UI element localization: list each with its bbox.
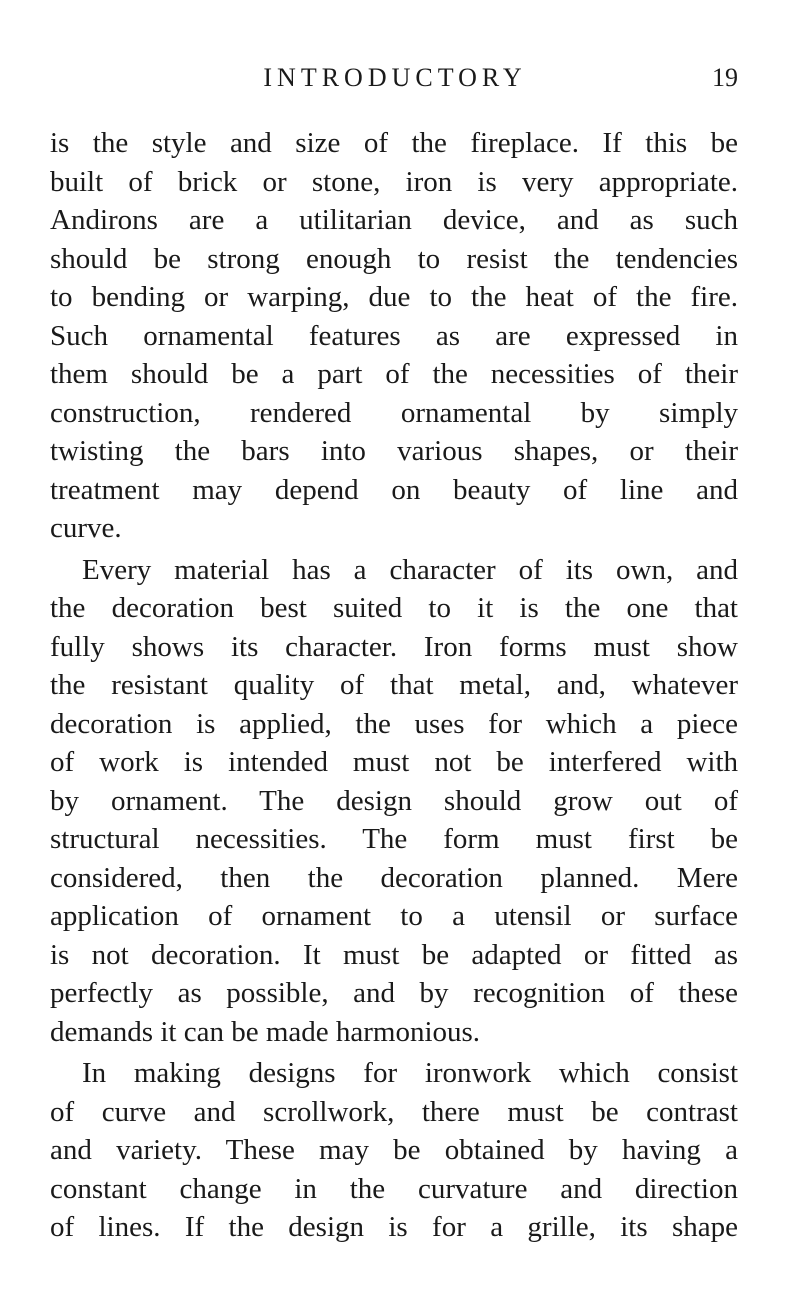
text-line: constant change in the curvature and direction: [50, 1172, 738, 1205]
text-line: by ornament. The design should grow out of: [50, 784, 738, 817]
text-line: of lines. If the design is for a grille, its shape: [50, 1211, 738, 1243]
text-line: application of ornament to a utensil or surface: [50, 900, 738, 932]
text-line: In making designs for ironwork which consist: [82, 1057, 738, 1089]
text-line: structural necessities. The form must first be: [50, 823, 738, 855]
body-text: [50, 124, 738, 1247]
running-title: INTRODUCTORY: [263, 63, 527, 92]
text-line: the resistant quality of that metal, and, whatever: [50, 669, 738, 701]
text-line: should be strong enough to resist the tendencies: [50, 242, 738, 275]
text-line: of curve and scrollwork, there must be contrast: [50, 1095, 738, 1128]
paragraph-1: [50, 124, 738, 548]
text-line: Such ornamental features as are expressed in: [50, 319, 738, 352]
text-line: twisting the bars into various shapes, or their: [50, 435, 738, 467]
text-line: fully shows its character. Iron forms must show: [50, 630, 738, 663]
page-number: 19: [712, 63, 738, 92]
text-line: built of brick or stone, iron is very appropriate.: [50, 165, 738, 198]
running-head: [52, 60, 738, 96]
text-line: them should be a part of the necessities of their: [50, 358, 738, 390]
paragraph-3: [50, 1054, 738, 1247]
text-line: to bending or warping, due to the heat of the fire.: [50, 281, 738, 313]
text-line: construction, rendered ornamental by simply: [50, 396, 738, 429]
text-line: treatment may depend on beauty of line and: [50, 473, 738, 506]
text-line: and variety. These may be obtained by having a: [50, 1134, 738, 1166]
text-line: is the style and size of the fireplace. If this be: [50, 127, 738, 159]
text-line: perfectly as possible, and by recognition of these: [50, 977, 738, 1009]
text-line: Andirons are a utilitarian device, and as such: [50, 204, 738, 236]
text-line: is not decoration. It must be adapted or fitted as: [50, 938, 738, 971]
text-line: curve.: [50, 512, 122, 544]
text-line: of work is intended must not be interfered with: [50, 746, 738, 778]
text-line: considered, then the decoration planned. Mere: [50, 861, 738, 894]
text-line: Every material has a character of its own, and: [82, 553, 738, 586]
paragraph-2: [50, 551, 738, 1052]
text-line: the decoration best suited to it is the one that: [50, 592, 738, 624]
text-line: demands it can be made harmonious.: [50, 1015, 481, 1048]
text-line: decoration is applied, the uses for which a piece: [50, 707, 738, 740]
